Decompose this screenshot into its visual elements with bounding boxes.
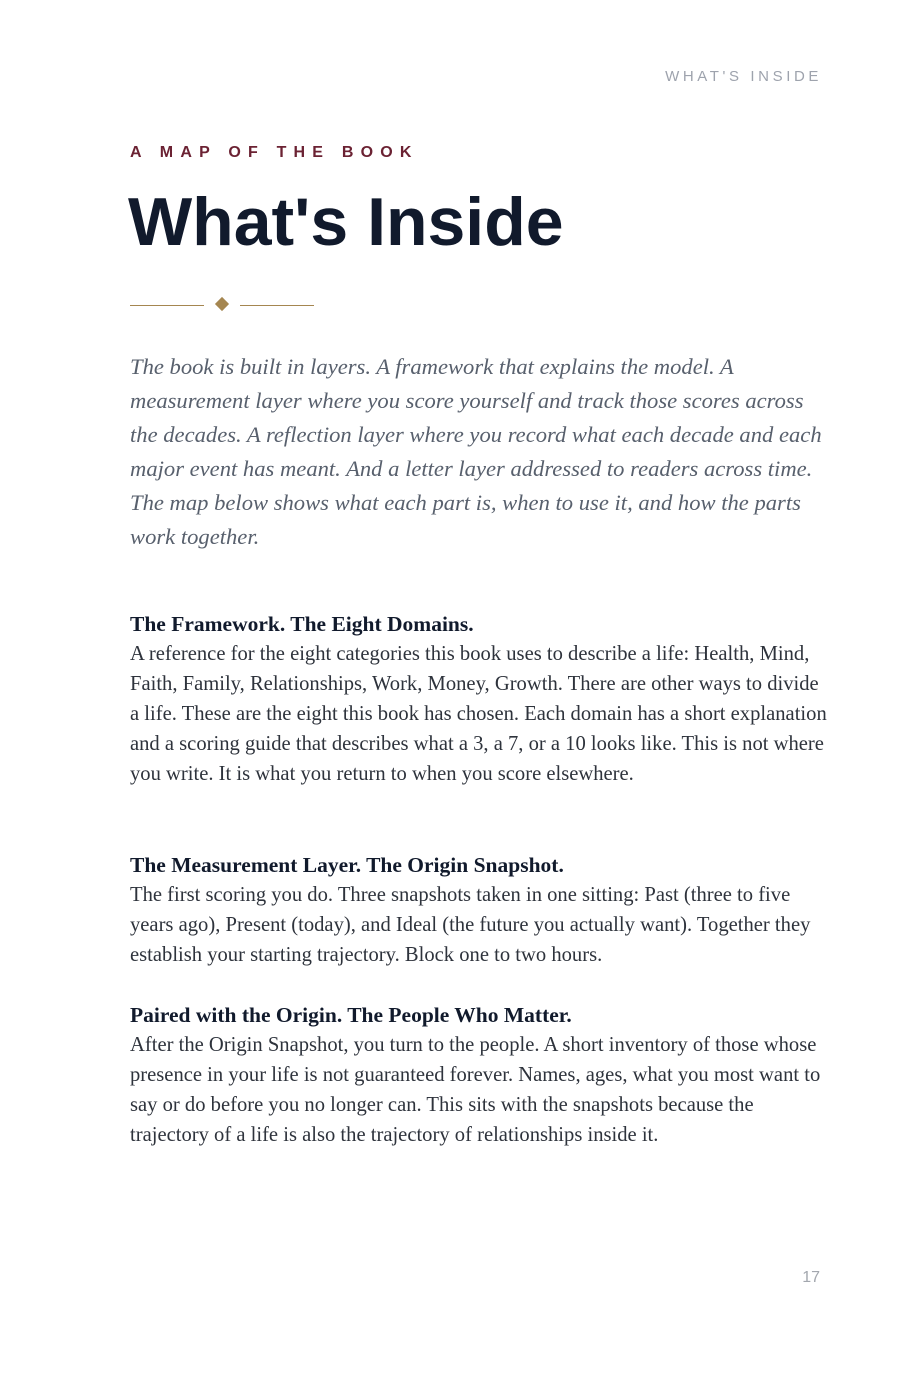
page-number: 17 xyxy=(802,1269,820,1286)
intro-paragraph: The book is built in layers. A framework that explains the model. A measurement layer where you score yourself and track those scores across the decades. A reflection layer where you record what each decade and each major event has meant. And a letter layer addressed to readers across time. The map below shows what each part is, when to use it, and how the parts work together. xyxy=(130,354,822,549)
section-body: After the Origin Snapshot, you turn to the people. A short inventory of those whose presence in your life is not guaranteed forever. Names, ages, what you most want to say or do before you no longer can. This sits with the snapshots because the trajectory of a life is also the trajectory of relationships inside it. xyxy=(130,1034,821,1146)
section-eyebrow: A MAP OF THE BOOK xyxy=(130,144,419,161)
diamond-icon xyxy=(215,297,229,311)
ornament-rule-left xyxy=(130,305,204,306)
section-heading: The Framework. The Eight Domains. xyxy=(130,612,474,636)
running-head: WHAT'S INSIDE xyxy=(665,68,822,85)
ornament-rule-right xyxy=(240,305,314,306)
section-heading: Paired with the Origin. The People Who Matter. xyxy=(130,1003,572,1027)
section-body: The first scoring you do. Three snapshots taken in one sitting: Past (three to five years ago), Present (today), and Ideal (the future you actually want). Together they establish your starting trajectory. Block one to two hours. xyxy=(130,884,811,966)
section-body: A reference for the eight categories this book uses to describe a life: Health, Mind, Faith, Family, Relationships, Work, Money, Growth. There are other ways to divide a life. These are the eight this book has chosen. Each domain has a short explanation and a scoring guide that describes what a 3, a 7, or a 10 looks like. This is not where you write. It is what you return to when you score elsewhere. xyxy=(130,643,827,785)
section-framework xyxy=(130,610,830,789)
section-heading: The Measurement Layer. The Origin Snapshot. xyxy=(130,853,564,877)
section-people-who-matter xyxy=(130,1001,830,1150)
section-measurement-layer xyxy=(130,851,830,970)
title-ornament xyxy=(130,296,314,316)
page-title: What's Inside xyxy=(128,184,564,260)
